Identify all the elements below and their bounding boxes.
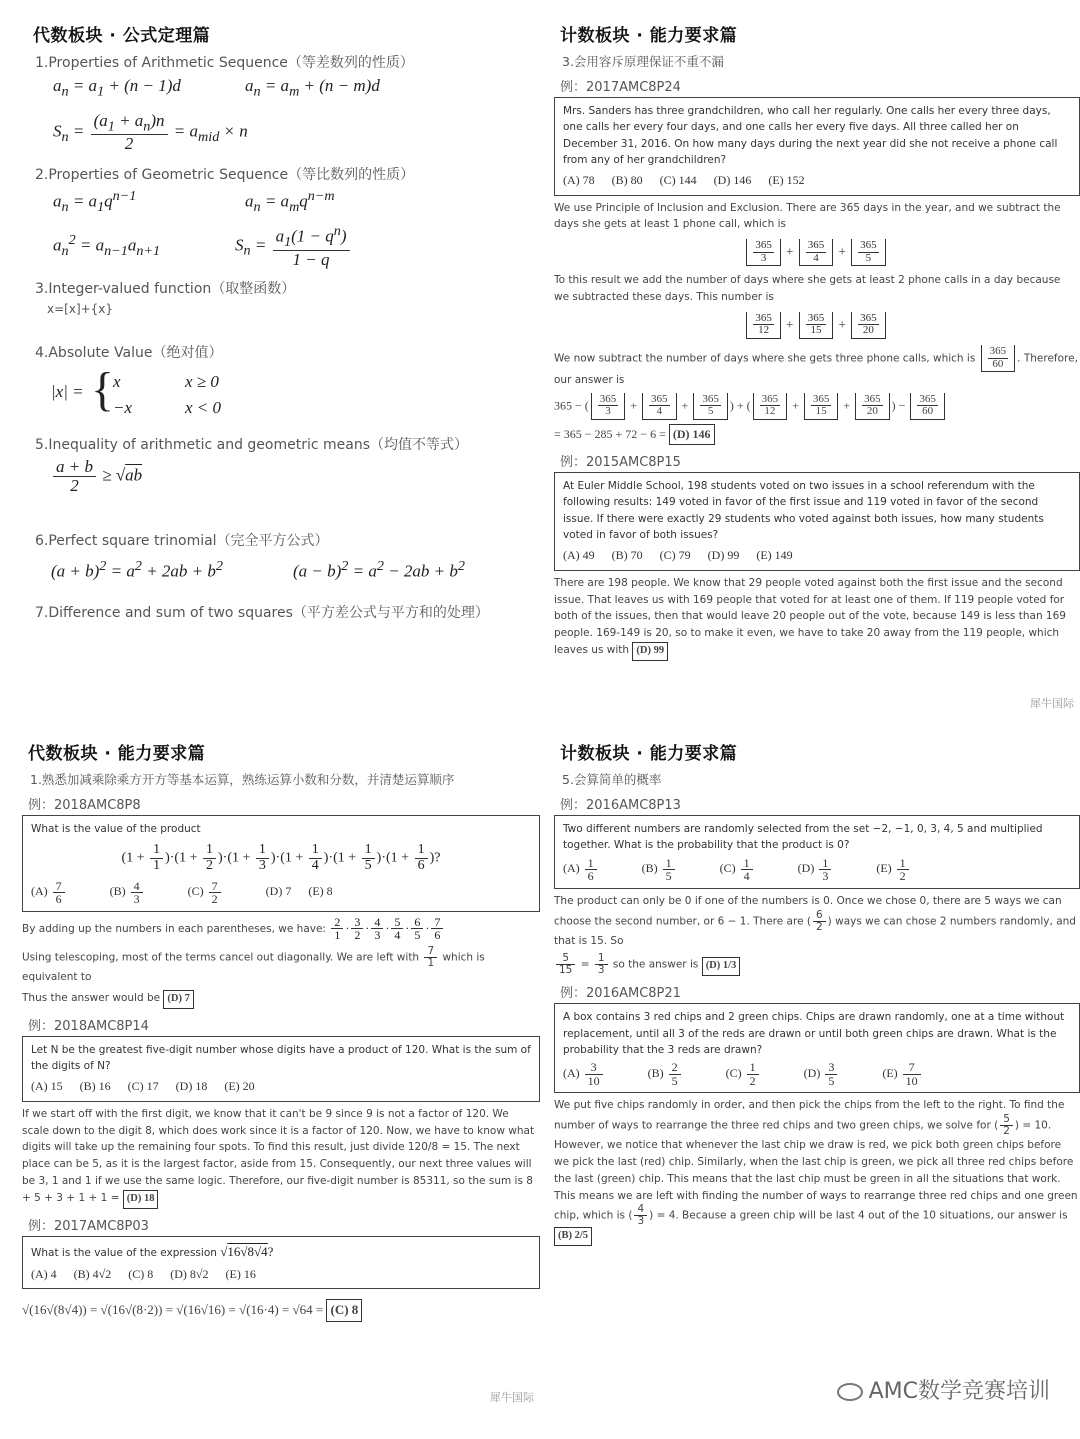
solution-text: To this result we add the number of days where she gets at least 2 phone calls in a day because we subtracted these days. This number is	[554, 274, 1061, 304]
question-text: Mrs. Sanders has three grandchildren, who call her regularly. One calls her every three days, one calls her every four days, and one calls her every five days. All three called her on December 31, 2016. On how many days during the next year did she not receive a phone call from any of her grandchildren?	[563, 105, 1058, 166]
choice-d: (D) $\frac{3}{5}$	[804, 1066, 866, 1080]
choice-d: (D) 8√2	[170, 1266, 209, 1281]
solution-text: If we start off with the first digit, we know that it can't be 9 since 9 is not a factor of 120. We scale down to the digit 8, which does work since it is a factor of 120. Now, we have to know what digits will take up the remaining four spots. To find this result, just divide 120/8 = 15. The next place can be 5, as it is the largest factor, aside from 15. Consequently, our next three values will be 3, 1 and 1 if we use the same logic. Therefore, our five-digit number is 85311, so the sum is 8 + 5 + 3 + 1 + 1 = (D) 18	[22, 1106, 538, 1209]
example-label: 例：2016AMC8P13	[560, 798, 681, 813]
choice-e: (E) 149	[756, 548, 793, 563]
solution-text: We now subtract the number of days where she gets three phone calls, which is $\frac{365}{60}$ . Therefore, our answer is	[554, 345, 1078, 387]
section-heading: 3.会用容斥原理保证不重不漏	[562, 54, 724, 69]
choice-e: (E) 8	[308, 884, 333, 899]
integer-function-formula: x=[x]+{x}	[47, 302, 114, 316]
choice-d: (D) 7	[265, 884, 292, 899]
solution-text: The product can only be 0 if one of the numbers is 0. Once we chose 0, there are 5 ways we can choose the second number, or 6 − 1. There are ( $\frac{6}{2}$ ) ways we can chose 2 numbers randomly, and that is 15. So	[554, 894, 1076, 947]
section-heading: 2.Properties of Geometric Sequence（等比数列的性质）	[35, 167, 415, 183]
panel-title: 代数板块 · 公式定理篇	[33, 26, 211, 46]
answer-choices	[31, 1077, 531, 1096]
product-expression: (1 + $\frac{1}{1}$ )·(1 + $\frac{1}{2}$ )·(1 + $\frac{1}{3}$ )·(1 + $\frac{1}{4}$ )·(1 + $\frac{1}{5}$ )·(1 + $\frac{1}{6}$ )?	[121, 842, 441, 873]
section-heading: 5.会算简单的概率	[562, 772, 662, 787]
choice-c: (C) $\frac{1}{2}$	[726, 1066, 787, 1080]
choice-a: (A) 49	[563, 548, 595, 563]
example-label: 例：2016AMC8P21	[560, 986, 681, 1002]
question-box	[22, 1036, 540, 1102]
section-heading: 1.熟悉加减乘除乘方开方等基本运算，熟练运算小数和分数，并清楚运算顺序	[30, 772, 455, 787]
solution-text: Using telescoping, most of the terms cancel out diagonally. We are left with $\frac{7}{1}$ which is equivalent to	[22, 945, 485, 984]
question-text: A box contains 3 red chips and 2 green chips. Chips are drawn randomly, one at a time without replacement, until all 3 of the reds are drawn or until both green chips are drawn. What is the probability that the 3 reds are drawn?	[563, 1011, 1065, 1056]
question-box	[554, 815, 1080, 889]
counting-panel-inclusion-exclusion	[552, 15, 1080, 715]
section-heading: 1.Properties of Arithmetic Sequence（等差数列的性质）	[35, 55, 414, 71]
answer-choices	[563, 1061, 1071, 1087]
choice-c: (C) 144	[659, 173, 697, 188]
question-text: What is the value of the expression √16√8√4?	[31, 1243, 274, 1259]
answer-choices	[31, 880, 531, 906]
question-box	[22, 1236, 540, 1290]
choice-b: (B) 80	[611, 173, 643, 188]
answer-box: (D) 1/3	[702, 957, 741, 976]
solution-text: We use Principle of Inclusion and Exclusion. There are 365 days in the year, and we subtract the days she gets at least 1 phone call, which is	[554, 201, 1061, 231]
choice-e: (E) 16	[225, 1266, 256, 1281]
formula-geo-2: $a_n^2 = a_{n-1}a_{n+1}$ $S_n$ = $\frac{a_1(1 - q^n)}{1 - q}$	[25, 220, 535, 272]
answer-box: (C) 8	[326, 1299, 362, 1322]
formula-perfect-square: $(a + b)^2 = a^2 + 2ab + b^2$ $(a - b)^2 = a^2 - 2ab + b^2$	[51, 558, 465, 581]
example-label: 例：2018AMC8P8	[28, 798, 141, 813]
solution-text: There are 198 people. We know that 29 people voted against both the first issue and the second issue. That leaves us with 169 people that voted for at least one of them. If 119 people voted for both of the issues, then that would leave 20 people out of the vote, because 149 is less than 169 people. 169-149 is 20, so to make it even, we have to take 20 away from the 119 people, which leaves us with (D) 99	[554, 575, 1078, 661]
choice-e: (E) 20	[224, 1079, 255, 1094]
answer-choices	[31, 1265, 531, 1284]
section-heading: 7.Difference and sum of two squares（平方差公式与平方和的处理）	[35, 605, 489, 621]
panel-title: 计数板块 · 能力要求篇	[560, 744, 738, 764]
solution-text: √(16√(8√4)) = √(16√(8·2)) = √(16√16) = √(16·4) = √64 = (C) 8	[22, 1299, 538, 1322]
question-box	[22, 815, 540, 912]
watermark: 犀牛国际	[490, 1391, 534, 1404]
solution-text: We put five chips randomly in order, and then pick the chips from the left to the right. To find the number of ways to rearrange the three red chips and two green chips, we solve for ( $\frac{5}{2}$ ) = 10. However, we notice that whenever the last chip we draw is red, we pick both green chips before we pick the last (red) chip. Similarly, when the last chip is green, we pick all three red chips before the last (green) chip. This means that the last chip must be green in all the situations that work. This means we are left with finding the number of ways to rearrange three red chips and one green chip, which is ( $\frac{4}{3}$ ) = 4. Because a green chip will be last 4 out of the 10 situations, our answer is (B) 2/5	[554, 1097, 1078, 1246]
section-heading: 5.Inequality of arithmetic and geometric means（均值不等式）	[35, 437, 469, 453]
choice-d: (D) $\frac{1}{3}$	[798, 861, 860, 875]
question-box	[554, 1003, 1080, 1093]
formula-panel-algebra	[25, 15, 535, 715]
question-text: At Euler Middle School, 198 students voted on two issues in a school referendum with the following results: 149 voted in favor of the first issue and 119 voted in favor of the second issue. If there were exactly 29 students who voted against both issues, how many students voted in favor of both issues?	[563, 480, 1044, 541]
choice-a: (A) $\frac{3}{10}$	[563, 1066, 631, 1080]
formula-arith-2: $S_n$ = $\frac{(a_1 + a_n)n}{2}$ = $a_{mid} \times n$	[53, 111, 248, 154]
floor-sum-1: $\frac{365}{3}$ + $\frac{365}{4}$ + $\frac{365}{5}$	[552, 239, 1080, 266]
answer-box: (D) 7	[163, 990, 193, 1009]
choice-d: (D) 99	[707, 548, 740, 563]
choice-b: (B) 4√2	[73, 1266, 112, 1281]
wechat-icon	[837, 1383, 863, 1401]
section-heading: 3.Integer-valued function（取整函数）	[35, 281, 296, 297]
answer-box: (D) 18	[123, 1190, 159, 1209]
answer-choices	[563, 171, 1071, 190]
choice-b: (B) 16	[79, 1079, 111, 1094]
choice-c: (C) 79	[659, 548, 691, 563]
watermark: 犀牛国际	[1030, 697, 1074, 710]
answer-box: (B) 2/5	[554, 1227, 592, 1246]
choice-d: (D) 146	[713, 173, 752, 188]
example-label: 例：2017AMC8P03	[28, 1218, 149, 1234]
choice-e: (E) 152	[768, 173, 805, 188]
solution-text: By adding up the numbers in each parentheses, we have: $\frac{2}{1}$ · $\frac{3}{2}$ · $\frac{4}{3}$ · $\frac{5}{4}$ · $\frac{6}{5}$ · $\frac{7}{6}$	[22, 916, 538, 942]
choice-b: (B) $\frac{4}{3}$	[110, 884, 171, 898]
example-label: 例：2015AMC8P15	[560, 455, 681, 471]
choice-e: (E) $\frac{7}{10}$	[882, 1066, 948, 1080]
section-heading: 4.Absolute Value（绝对值）	[35, 345, 223, 361]
answer-choices	[563, 857, 1071, 883]
full-expression: 365 − ( $\frac{365}{3}$ + $\frac{365}{4}$ + $\frac{365}{5}$ ) + ( $\frac{365}{12}$ + $\frac{365}{15}$ + $\frac{365}{20}$ ) − $\frac{365}{60}$	[554, 393, 1078, 420]
question-text: What is the value of the product	[31, 823, 201, 835]
choice-e: (E) $\frac{1}{2}$	[876, 861, 936, 875]
question-text: Two different numbers are randomly selected from the set −2, −1, 0, 3, 4, 5 and multiplied together. What is the probability that the product is 0?	[563, 823, 1043, 852]
algebra-panel-operations	[20, 733, 540, 1433]
choice-c: (C) $\frac{1}{4}$	[720, 861, 781, 875]
watermark: AMC数学竞赛培训	[837, 1374, 1050, 1405]
choice-a: (A) $\frac{1}{6}$	[563, 861, 625, 875]
counting-panel-probability	[552, 733, 1080, 1423]
choice-a: (A) 4	[31, 1266, 57, 1281]
formula-absolute-value: |x| = { x x ≥ 0 −x x < 0	[51, 363, 222, 417]
answer-choices	[563, 546, 1071, 565]
question-box	[554, 472, 1080, 571]
choice-b: (B) 70	[611, 548, 643, 563]
solution-text: Thus the answer would be (D) 7	[22, 990, 538, 1009]
formula-arith-1: $a_n = a_1 + (n - 1)d$ $a_n = a_m + (n - m)d$	[53, 76, 380, 100]
choice-c: (C) 8	[128, 1266, 154, 1281]
answer-box: (D) 99	[632, 642, 668, 661]
choice-b: (B) $\frac{1}{5}$	[642, 861, 703, 875]
example-label: 例：2018AMC8P14	[28, 1018, 149, 1034]
final-result: = 365 − 285 + 72 − 6 = (D) 146	[554, 424, 1078, 445]
formula-am-gm: $\frac{a + b}{2}$ ≥ √ab	[25, 454, 535, 524]
choice-d: (D) 18	[175, 1079, 208, 1094]
choice-a: (A) $\frac{7}{6}$	[31, 884, 93, 898]
example-label: 例：2017AMC8P24	[560, 80, 681, 95]
section-heading: 6.Perfect square trinomial（完全平方公式）	[35, 533, 329, 549]
solution-text: $\frac{5}{15}$ = $\frac{1}{3}$ so the answer is (D) 1/3	[554, 953, 1078, 976]
choice-b: (B) $\frac{2}{5}$	[648, 1066, 709, 1080]
choice-c: (C) $\frac{7}{2}$	[188, 884, 249, 898]
floor-sum-2: $\frac{365}{12}$ + $\frac{365}{15}$ + $\frac{365}{20}$	[552, 312, 1080, 339]
choice-c: (C) 17	[127, 1079, 159, 1094]
choice-a: (A) 15	[31, 1079, 63, 1094]
choice-a: (A) 78	[563, 173, 595, 188]
formula-geo-1: $a_n = a_1q^{n-1}$ $a_n = a_mq^{n-m}$	[53, 188, 335, 216]
question-box	[554, 97, 1080, 196]
panel-title: 代数板块 · 能力要求篇	[28, 744, 206, 764]
panel-title: 计数板块 · 能力要求篇	[560, 26, 738, 46]
question-text: Let N be the greatest five-digit number whose digits have a product of 120. What is the sum of the digits of N?	[31, 1043, 531, 1072]
answer-box: (D) 146	[669, 424, 715, 445]
